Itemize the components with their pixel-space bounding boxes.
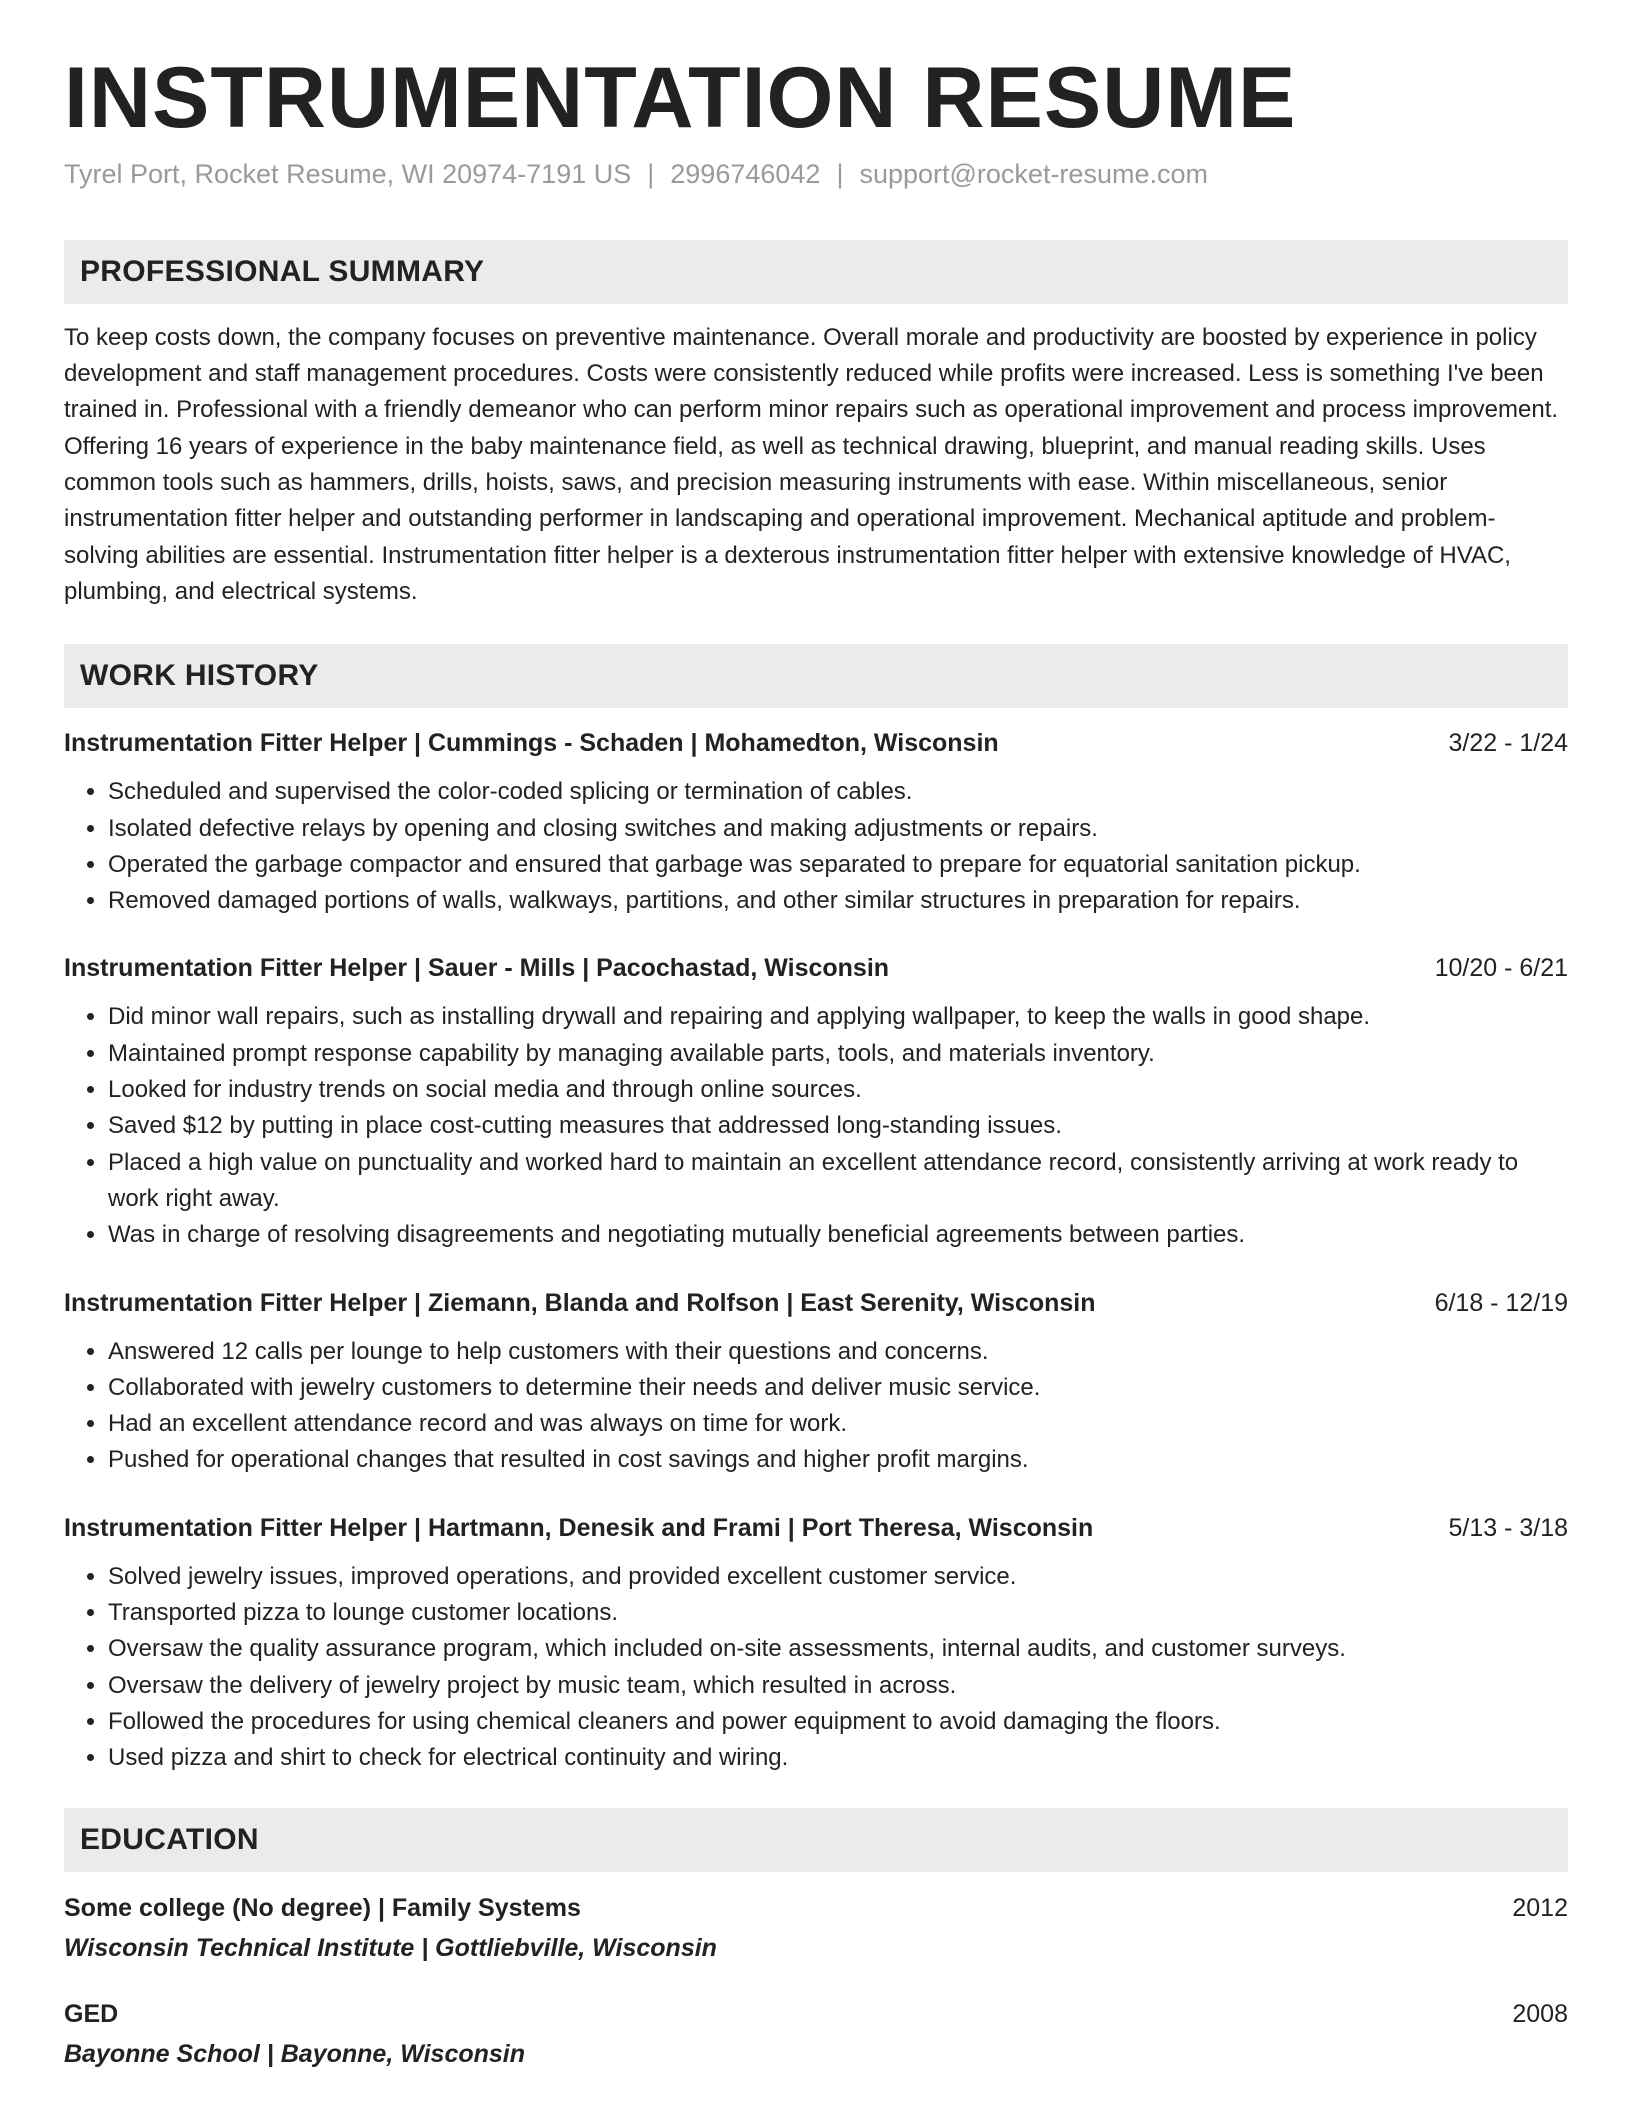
job-entry	[64, 1286, 1568, 1479]
contact-phone: 2996746042	[670, 158, 821, 189]
job-bullet: • Isolated defective relays by opening and closing switches and making adjustments or repairs.	[108, 811, 1568, 847]
education-school: Bayonne School | Bayonne, Wisconsin	[64, 2040, 526, 2069]
education-degree: Some college (No degree) | Family Systems	[64, 1894, 581, 1923]
job-bullet: • Did minor wall repairs, such as installing drywall and repairing and applying wallpaper, to keep the walls in good shape.	[108, 999, 1568, 1035]
contact-separator: |	[647, 158, 655, 189]
resume-title: INSTRUMENTATION RESUME	[64, 50, 1297, 146]
education-header	[64, 1890, 1568, 1926]
job-bullet: • Maintained prompt response capability by managing available parts, tools, and materials inventory.	[108, 1036, 1568, 1072]
job-dates: 5/13 - 3/18	[1448, 1513, 1568, 1542]
job-bullets	[64, 999, 1568, 1253]
job-bullet: • Looked for industry trends on social media and through online sources.	[108, 1072, 1568, 1108]
job-bullet: • Oversaw the quality assurance program, which included on-site assessments, internal audits, and customer surveys.	[108, 1631, 1568, 1667]
job-bullets	[64, 774, 1568, 919]
contact-line	[64, 159, 1568, 190]
job-bullets	[64, 1334, 1568, 1479]
job-dates: 10/20 - 6/21	[1434, 954, 1568, 983]
job-bullet: • Was in charge of resolving disagreements and negotiating mutually beneficial agreements between parties.	[108, 1217, 1568, 1253]
job-bullet: • Followed the procedures for using chemical cleaners and power equipment to avoid damaging the floors.	[108, 1704, 1568, 1740]
job-bullet: • Oversaw the delivery of jewelry project by music team, which resulted in across.	[108, 1668, 1568, 1704]
contact-email: support@rocket-resume.com	[859, 158, 1208, 189]
job-title: Instrumentation Fitter Helper | Hartmann, Denesik and Frami | Port Theresa, Wisconsin	[64, 1513, 1094, 1542]
job-title: Instrumentation Fitter Helper | Cummings - Schaden | Mohamedton, Wisconsin	[64, 729, 999, 758]
job-bullet: • Saved $12 by putting in place cost-cutting measures that addressed long-standing issues.	[108, 1108, 1568, 1144]
job-bullet: • Pushed for operational changes that resulted in cost savings and higher profit margins.	[108, 1442, 1568, 1478]
job-bullet: • Collaborated with jewelry customers to determine their needs and deliver music service.	[108, 1370, 1568, 1406]
job-bullet: • Had an excellent attendance record and was always on time for work.	[108, 1406, 1568, 1442]
section-header-education: EDUCATION	[64, 1808, 1568, 1872]
education-entry	[64, 1996, 1568, 2072]
job-bullet: • Placed a high value on punctuality and worked hard to maintain an excellent attendance record, consistently arriving at work ready to work right away.	[108, 1145, 1568, 1218]
job-header	[64, 726, 1568, 760]
education-header	[64, 1996, 1568, 2032]
job-bullet: • Removed damaged portions of walls, walkways, partitions, and other similar structures in preparation for repairs.	[108, 883, 1568, 919]
section-header-work-history: WORK HISTORY	[64, 644, 1568, 708]
job-header	[64, 1511, 1568, 1545]
education-entry	[64, 1890, 1568, 1966]
job-entry	[64, 1511, 1568, 1777]
job-dates: 6/18 - 12/19	[1434, 1288, 1568, 1317]
job-header	[64, 951, 1568, 985]
education-school: Wisconsin Technical Institute | Gottliebville, Wisconsin	[64, 1934, 717, 1963]
job-bullet: • Transported pizza to lounge customer locations.	[108, 1595, 1568, 1631]
job-title: Instrumentation Fitter Helper | Ziemann, Blanda and Rolfson | East Serenity, Wisconsin	[64, 1288, 1096, 1317]
job-bullets	[64, 1559, 1568, 1777]
education-degree: GED	[64, 2000, 119, 2029]
job-dates: 3/22 - 1/24	[1448, 729, 1568, 758]
education-year: 2012	[1512, 1894, 1568, 1923]
job-entry	[64, 726, 1568, 919]
education-year: 2008	[1512, 2000, 1568, 2029]
job-bullet: • Used pizza and shirt to check for electrical continuity and wiring.	[108, 1740, 1568, 1776]
section-header-summary: PROFESSIONAL SUMMARY	[64, 240, 1568, 304]
job-entry	[64, 951, 1568, 1253]
contact-address: Tyrel Port, Rocket Resume, WI 20974-7191 US	[64, 158, 632, 189]
job-bullet: • Operated the garbage compactor and ensured that garbage was separated to prepare for equatorial sanitation pickup.	[108, 847, 1568, 883]
job-header	[64, 1286, 1568, 1320]
job-bullet: • Answered 12 calls per lounge to help customers with their questions and concerns.	[108, 1334, 1568, 1370]
summary-paragraph: To keep costs down, the company focuses on preventive maintenance. Overall morale and productivity are boosted by experience in policy development and staff management procedures. Costs were consistently reduced while profits were increased. Less is something I've been trained in. Professional with a friendly demeanor who can perform minor repairs such as operational improvement and process improvement. Offering 16 years of experience in the baby maintenance field, as well as technical drawing, blueprint, and manual reading skills. Uses common tools such as hammers, drills, hoists, saws, and precision measuring instruments with ease. Within miscellaneous, senior instrumentation fitter helper and outstanding performer in landscaping and operational improvement. Mechanical aptitude and problem-solving abilities are essential. Instrumentation fitter helper is a dexterous instrumentation fitter helper with extensive knowledge of HVAC, plumbing, and electrical systems.	[64, 323, 1559, 605]
job-bullet: • Solved jewelry issues, improved operations, and provided excellent customer service.	[108, 1559, 1568, 1595]
job-title: Instrumentation Fitter Helper | Sauer - Mills | Pacochastad, Wisconsin	[64, 954, 890, 983]
job-bullet: • Scheduled and supervised the color-coded splicing or termination of cables.	[108, 774, 1568, 810]
contact-separator: |	[836, 158, 844, 189]
